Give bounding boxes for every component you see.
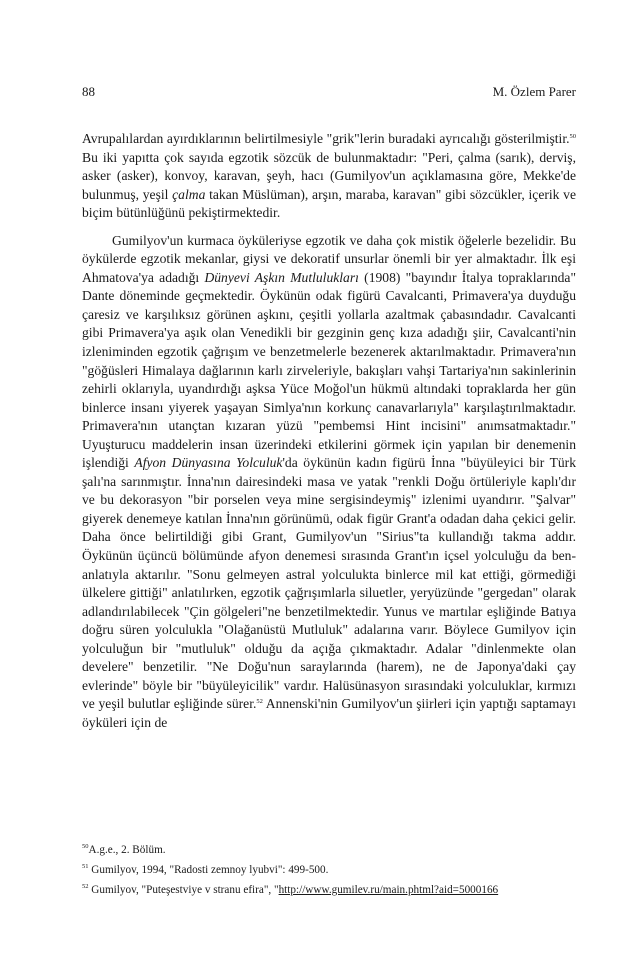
paragraph-1-text-c: takan Müslüman), arşın, maraba, karavan" gibi sözcükler, içerik ve biçim bütünlüğünü pekiştirmektedir. xyxy=(82,186,576,221)
footnote-number: 50 xyxy=(82,843,89,850)
paragraph-2-text-b: (1908) "bayındır İtalya topraklarında" Dante döneminde geçmektedir. Öykünün odak figürü Cavalcanti, Primavera'ya duyduğu çaresiz ve karşılıksız görünen aşkını, çeşitli yollarla azaltmak çabasındadır. Cavalcanti gibi Primavera'ya aşık olan Venedikli bir gezginin genç kıza adadığı şiir, Cavalcanti'nin izleniminden egzotik çağrışım ve benzetmelerle bezenerek aktarılmaktadır. Primavera'nın "göğüsleri Himalaya dağlarının karlı zirveleriyle, bakışları vahşi Tartariya'nın sakinlerinin zehirli oklarıyla, uyandırdığı aşksa Yüce Moğol'un hükmü altındaki topraklarda her gün binlerce insanı yiyerek yaşayan Simlya'nın korkunç canavarlarıyla" karşılaştırılmaktadır. Primavera'nın utançtan kızaran yüzü "pembemsi Hint incisini" anımsatmaktadır." Uyuşturucu maddelerin insan üzerindeki etkilerini görmek için yapılan bir denemenin işlendiği xyxy=(82,269,576,471)
paragraph-2-text-c: 'da öykünün kadın figürü İnna "büyüleyici bir Türk şalı'na sarınmıştır. İnna'nın dairesindeki masa ve yatak "renkli Doğu örtüleriyle kaplı'dır ve bu dekorasyon "bir porselen veya mine sergisindeymiş" izlenimi uyandırır. "Şalvar" giyerek denemeye katılan İnna'nın görünümü, odak figür Grant'a odadan daha çekici gelir. Daha önce belirtildiği gibi Grant, Gumilyov'un "Sirius"ta kullandığı takma addır. Öykünün üçüncü bölümünde afyon denemesi sırasında Grant'ın içsel yolculuğu da ben-anlatıyla aktarılır. "Sonu gelmeyen astral yolculukta binlerce mil kat ettiği, görmediği ülkelere gittiği" anlatılırken, egzotik çağrışımlarla siluetler, yeryüzünde "gergedan" olarak adlandırılabilecek "Çin gölgeleri"ne benzetilmektedir. Yunus ve martılar eşliğinde Batıya doğru süren yolculukla "Olağanüstü Mutluluk" adalarına varır. Böylece Gumilyov için yolculuğun bir "mutluluk" olduğu da açığa çıkmaktadır. Adalar "dinlenmekte olan develere" benzetilir. "Ne Doğu'nun saraylarında (harem), ne de Japonya'daki çay evlerinde" böyle bir "büyüleyicilik" vardır. Halüsünasyon sırasındaki yolculuklar, kırmızı ve yeşil bulutlar eşliğinde sürer. xyxy=(82,455,577,712)
page-header xyxy=(82,84,576,100)
footnote-text: A.g.e., 2. Bölüm. xyxy=(88,844,166,856)
paragraph-2-text-d: Annenski'nin Gumilyov'un şiirleri için yaptığı saptamayı öyküleri için de xyxy=(82,696,576,730)
paragraph-1-text-b: Bu iki yapıtta çok sayıda egzotik sözcük de bulunmaktadır: "Peri, çalma (sarık), derviş, asker (asker), konvoy, karavan, şeyh, hacı (Gumilyov'un açıklamasına göre, Mekke'de bulunmuş, yeşil xyxy=(82,149,576,202)
footnotes xyxy=(82,840,576,900)
running-author: M. Özlem Parer xyxy=(492,84,576,99)
footnote-51 xyxy=(82,860,576,880)
footnote-ref-50[interactable]: 50 xyxy=(569,133,576,140)
footnote-50 xyxy=(82,840,576,860)
paragraph-1-text-a: Avrupalılardan ayırdıklarının belirtilmesiyle "grik"lerin buradaki ayrıcalığı gösterilmiştir. xyxy=(82,131,570,146)
footnote-number: 51 xyxy=(82,863,89,870)
footnote-52 xyxy=(82,880,576,900)
footnote-number: 52 xyxy=(82,883,89,890)
footnote-text: Gumilyov, "Puteşestviye v stranu efira", " xyxy=(88,884,279,896)
page-number: 88 xyxy=(82,84,95,99)
paragraph-2 xyxy=(82,232,576,733)
footnote-ref-52[interactable]: 52 xyxy=(256,698,263,706)
paragraph-2-text-a: Gumilyov'un kurmaca öyküleriyse egzotik ve daha çok mistik öğelerle bezelidir. Bu öykülerde egzotik mekanlar, giysi ve dekoratif unsurlar önemli bir yer almaktadır. İlk eşi Ahmatova'ya adadığı xyxy=(82,232,576,285)
paragraph-1 xyxy=(82,130,576,223)
book-title-afyon-dunyasina-yolculuk: Afyon Dünyasına Yolculuk xyxy=(134,455,283,471)
footnote-link[interactable]: http://www.gumilev.ru/main.phtml?aid=5000166 xyxy=(278,884,499,896)
italic-word-calma: çalma xyxy=(172,186,206,202)
body-text xyxy=(82,130,576,733)
footnote-text: Gumilyov, 1994, "Radosti zemnoy lyubvi": 499-500. xyxy=(88,864,329,876)
book-title-dunyevi-askin-mutluluklari: Dünyevi Aşkın Mutlulukları xyxy=(204,269,359,285)
